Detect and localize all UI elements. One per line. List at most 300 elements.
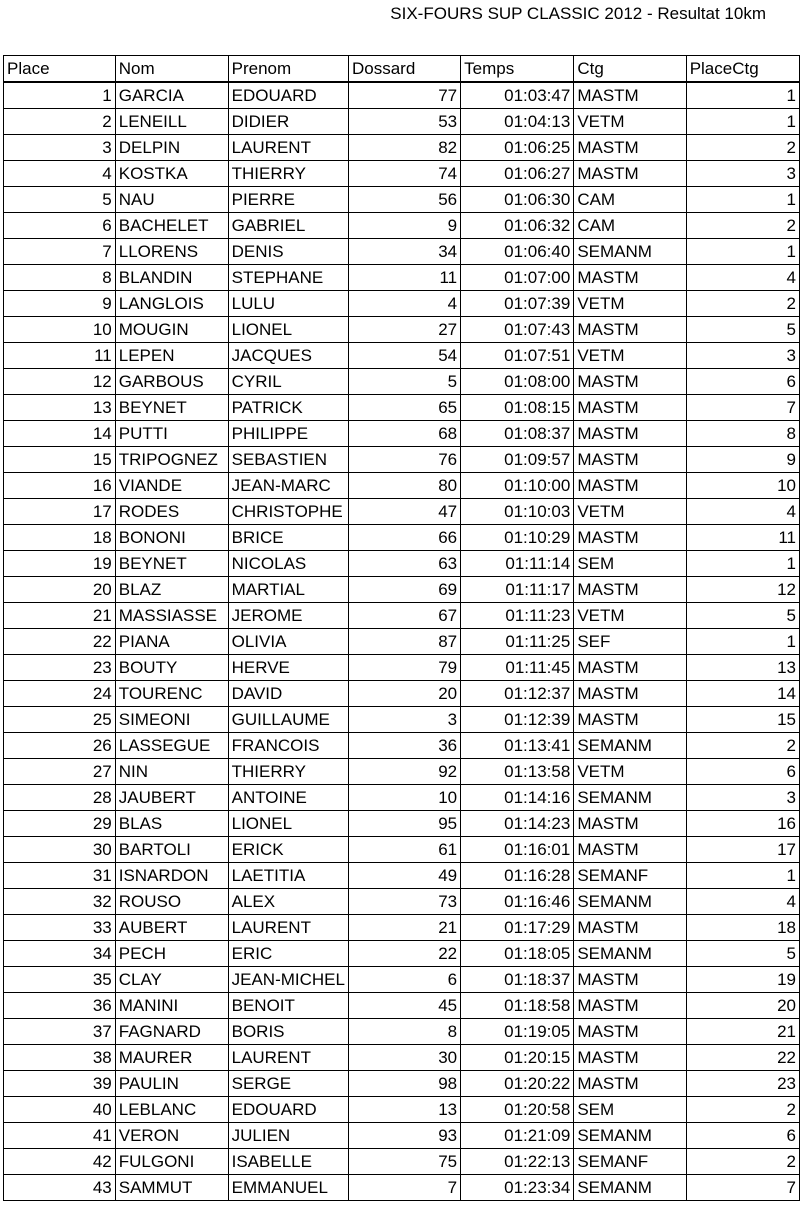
cell-col-prenom: FRANCOIS [228,733,348,759]
cell-col-nom: GARCIA [115,82,228,109]
cell-col-placectg: 6 [686,1123,799,1149]
cell-col-placectg: 5 [686,603,799,629]
cell-col-nom: SAMMUT [115,1175,228,1201]
cell-col-temps: 01:10:00 [461,473,574,499]
cell-col-placectg: 22 [686,1045,799,1071]
cell-col-dossard: 87 [348,629,460,655]
table-row [4,1123,800,1149]
cell-col-temps: 01:06:25 [461,135,574,161]
cell-col-nom: FULGONI [115,1149,228,1175]
cell-col-dossard: 80 [348,473,460,499]
cell-col-dossard: 98 [348,1071,460,1097]
cell-col-nom: RODES [115,499,228,525]
cell-col-temps: 01:11:14 [461,551,574,577]
table-row [4,525,800,551]
cell-col-prenom: ERIC [228,941,348,967]
cell-col-nom: BEYNET [115,551,228,577]
cell-col-dossard: 61 [348,837,460,863]
cell-col-placectg: 14 [686,681,799,707]
cell-col-prenom: JACQUES [228,343,348,369]
cell-col-prenom: THIERRY [228,759,348,785]
cell-col-nom: PIANA [115,629,228,655]
cell-col-dossard: 13 [348,1097,460,1123]
cell-col-dossard: 66 [348,525,460,551]
cell-col-ctg: SEM [574,1097,686,1123]
cell-col-place: 16 [4,473,116,499]
cell-col-nom: LANGLOIS [115,291,228,317]
cell-col-place: 23 [4,655,116,681]
cell-col-prenom: JEROME [228,603,348,629]
cell-col-temps: 01:07:39 [461,291,574,317]
cell-col-placectg: 1 [686,629,799,655]
cell-col-dossard: 27 [348,317,460,343]
table-row [4,967,800,993]
cell-col-placectg: 4 [686,265,799,291]
cell-col-ctg: VETM [574,499,686,525]
table-row [4,1097,800,1123]
cell-col-temps: 01:23:34 [461,1175,574,1201]
cell-col-placectg: 3 [686,343,799,369]
cell-col-temps: 01:18:58 [461,993,574,1019]
cell-col-place: 40 [4,1097,116,1123]
cell-col-ctg: VETM [574,759,686,785]
cell-col-temps: 01:03:47 [461,82,574,109]
cell-col-temps: 01:18:37 [461,967,574,993]
cell-col-temps: 01:13:41 [461,733,574,759]
cell-col-place: 20 [4,577,116,603]
cell-col-prenom: BRICE [228,525,348,551]
cell-col-ctg: MASTM [574,967,686,993]
table-row [4,551,800,577]
cell-col-prenom: LULU [228,291,348,317]
cell-col-placectg: 7 [686,395,799,421]
cell-col-dossard: 7 [348,1175,460,1201]
cell-col-ctg: SEMANM [574,1175,686,1201]
cell-col-temps: 01:12:39 [461,707,574,733]
cell-col-ctg: SEMANM [574,1123,686,1149]
cell-col-place: 36 [4,993,116,1019]
cell-col-nom: MOUGIN [115,317,228,343]
cell-col-dossard: 63 [348,551,460,577]
cell-col-place: 24 [4,681,116,707]
table-row [4,343,800,369]
cell-col-placectg: 12 [686,577,799,603]
cell-col-place: 7 [4,239,116,265]
cell-col-nom: LENEILL [115,109,228,135]
cell-col-nom: BLANDIN [115,265,228,291]
cell-col-dossard: 56 [348,187,460,213]
table-row [4,941,800,967]
cell-col-prenom: SEBASTIEN [228,447,348,473]
cell-col-prenom: LAETITIA [228,863,348,889]
cell-col-temps: 01:07:51 [461,343,574,369]
cell-col-prenom: JEAN-MARC [228,473,348,499]
table-row [4,1045,800,1071]
cell-col-placectg: 18 [686,915,799,941]
cell-col-ctg: MASTM [574,681,686,707]
cell-col-prenom: BORIS [228,1019,348,1045]
cell-col-place: 30 [4,837,116,863]
table-row [4,1149,800,1175]
cell-col-temps: 01:14:23 [461,811,574,837]
table-body [4,82,800,1201]
cell-col-nom: ROUSO [115,889,228,915]
cell-col-placectg: 11 [686,525,799,551]
cell-col-place: 5 [4,187,116,213]
cell-col-temps: 01:06:32 [461,213,574,239]
cell-col-nom: CLAY [115,967,228,993]
table-row [4,161,800,187]
table-row [4,187,800,213]
cell-col-nom: BONONI [115,525,228,551]
cell-col-temps: 01:04:13 [461,109,574,135]
cell-col-prenom: MARTIAL [228,577,348,603]
cell-col-prenom: THIERRY [228,161,348,187]
cell-col-nom: GARBOUS [115,369,228,395]
cell-col-dossard: 95 [348,811,460,837]
header-col-dossard: Dossard [348,56,460,83]
cell-col-place: 1 [4,82,116,109]
cell-col-prenom: GUILLAUME [228,707,348,733]
cell-col-place: 26 [4,733,116,759]
cell-col-ctg: SEMANF [574,1149,686,1175]
cell-col-nom: BEYNET [115,395,228,421]
cell-col-ctg: MASTM [574,811,686,837]
table-row [4,811,800,837]
cell-col-placectg: 1 [686,82,799,109]
cell-col-ctg: SEMANM [574,941,686,967]
cell-col-placectg: 8 [686,421,799,447]
cell-col-dossard: 65 [348,395,460,421]
cell-col-placectg: 1 [686,187,799,213]
cell-col-prenom: JEAN-MICHEL [228,967,348,993]
cell-col-nom: BLAZ [115,577,228,603]
table-row [4,239,800,265]
table-row [4,707,800,733]
cell-col-nom: MAURER [115,1045,228,1071]
cell-col-nom: MASSIASSE [115,603,228,629]
cell-col-nom: BARTOLI [115,837,228,863]
cell-col-prenom: LAURENT [228,915,348,941]
cell-col-nom: PAULIN [115,1071,228,1097]
cell-col-nom: VERON [115,1123,228,1149]
header-col-placectg: PlaceCtg [686,56,799,83]
results-table [3,55,800,1201]
cell-col-ctg: MASTM [574,421,686,447]
cell-col-placectg: 19 [686,967,799,993]
page-title: SIX-FOURS SUP CLASSIC 2012 - Resultat 10km [390,4,766,23]
cell-col-nom: NAU [115,187,228,213]
cell-col-dossard: 67 [348,603,460,629]
cell-col-place: 17 [4,499,116,525]
cell-col-dossard: 4 [348,291,460,317]
cell-col-dossard: 54 [348,343,460,369]
cell-col-place: 13 [4,395,116,421]
cell-col-ctg: VETM [574,109,686,135]
cell-col-placectg: 17 [686,837,799,863]
cell-col-ctg: MASTM [574,135,686,161]
cell-col-place: 35 [4,967,116,993]
cell-col-dossard: 76 [348,447,460,473]
cell-col-ctg: MASTM [574,265,686,291]
cell-col-temps: 01:08:37 [461,421,574,447]
cell-col-ctg: SEF [574,629,686,655]
cell-col-placectg: 10 [686,473,799,499]
table-row [4,473,800,499]
cell-col-placectg: 2 [686,135,799,161]
table-row [4,395,800,421]
cell-col-ctg: SEMANM [574,785,686,811]
cell-col-place: 15 [4,447,116,473]
table-row [4,629,800,655]
table-row [4,82,800,109]
cell-col-placectg: 1 [686,551,799,577]
cell-col-temps: 01:06:40 [461,239,574,265]
cell-col-ctg: SEMANM [574,889,686,915]
cell-col-temps: 01:17:29 [461,915,574,941]
cell-col-nom: LASSEGUE [115,733,228,759]
cell-col-prenom: JULIEN [228,1123,348,1149]
cell-col-dossard: 75 [348,1149,460,1175]
cell-col-prenom: PHILIPPE [228,421,348,447]
cell-col-place: 3 [4,135,116,161]
cell-col-ctg: MASTM [574,1019,686,1045]
cell-col-placectg: 2 [686,733,799,759]
cell-col-prenom: LAURENT [228,1045,348,1071]
cell-col-prenom: LIONEL [228,317,348,343]
table-row [4,369,800,395]
cell-col-place: 37 [4,1019,116,1045]
header-col-place: Place [4,56,116,83]
cell-col-dossard: 3 [348,707,460,733]
cell-col-nom: LEPEN [115,343,228,369]
table-row [4,785,800,811]
cell-col-placectg: 7 [686,1175,799,1201]
cell-col-nom: SIMEONI [115,707,228,733]
cell-col-prenom: GABRIEL [228,213,348,239]
cell-col-dossard: 68 [348,421,460,447]
cell-col-temps: 01:09:57 [461,447,574,473]
header-col-nom: Nom [115,56,228,83]
cell-col-ctg: VETM [574,603,686,629]
table-row [4,1019,800,1045]
cell-col-dossard: 6 [348,967,460,993]
cell-col-dossard: 79 [348,655,460,681]
cell-col-nom: BACHELET [115,213,228,239]
cell-col-place: 8 [4,265,116,291]
cell-col-temps: 01:11:45 [461,655,574,681]
header-col-prenom: Prenom [228,56,348,83]
cell-col-nom: BOUTY [115,655,228,681]
cell-col-nom: TRIPOGNEZ [115,447,228,473]
cell-col-nom: BLAS [115,811,228,837]
cell-col-ctg: SEMANM [574,733,686,759]
cell-col-dossard: 30 [348,1045,460,1071]
cell-col-temps: 01:13:58 [461,759,574,785]
cell-col-dossard: 49 [348,863,460,889]
table-row [4,889,800,915]
cell-col-prenom: LAURENT [228,135,348,161]
cell-col-place: 18 [4,525,116,551]
cell-col-prenom: EMMANUEL [228,1175,348,1201]
cell-col-nom: PUTTI [115,421,228,447]
cell-col-temps: 01:18:05 [461,941,574,967]
cell-col-dossard: 22 [348,941,460,967]
cell-col-placectg: 1 [686,863,799,889]
cell-col-nom: AUBERT [115,915,228,941]
table-row [4,291,800,317]
table-row [4,837,800,863]
cell-col-temps: 01:08:15 [461,395,574,421]
cell-col-nom: TOURENC [115,681,228,707]
cell-col-ctg: MASTM [574,161,686,187]
cell-col-nom: JAUBERT [115,785,228,811]
cell-col-temps: 01:06:27 [461,161,574,187]
cell-col-temps: 01:16:28 [461,863,574,889]
cell-col-dossard: 36 [348,733,460,759]
cell-col-temps: 01:21:09 [461,1123,574,1149]
cell-col-prenom: EDOUARD [228,1097,348,1123]
table-row [4,681,800,707]
table-row [4,1175,800,1201]
cell-col-dossard: 73 [348,889,460,915]
cell-col-ctg: CAM [574,187,686,213]
cell-col-placectg: 9 [686,447,799,473]
cell-col-prenom: ALEX [228,889,348,915]
table-row [4,1071,800,1097]
cell-col-placectg: 2 [686,291,799,317]
cell-col-prenom: EDOUARD [228,82,348,109]
cell-col-nom: NIN [115,759,228,785]
cell-col-placectg: 1 [686,239,799,265]
cell-col-dossard: 9 [348,213,460,239]
cell-col-place: 2 [4,109,116,135]
cell-col-temps: 01:16:46 [461,889,574,915]
table-row [4,317,800,343]
cell-col-prenom: STEPHANE [228,265,348,291]
cell-col-temps: 01:20:15 [461,1045,574,1071]
cell-col-place: 11 [4,343,116,369]
cell-col-nom: ISNARDON [115,863,228,889]
cell-col-place: 38 [4,1045,116,1071]
cell-col-placectg: 15 [686,707,799,733]
cell-col-prenom: OLIVIA [228,629,348,655]
cell-col-place: 33 [4,915,116,941]
cell-col-placectg: 2 [686,213,799,239]
cell-col-ctg: MASTM [574,993,686,1019]
cell-col-nom: DELPIN [115,135,228,161]
cell-col-ctg: MASTM [574,395,686,421]
cell-col-ctg: MASTM [574,82,686,109]
cell-col-placectg: 20 [686,993,799,1019]
cell-col-placectg: 13 [686,655,799,681]
cell-col-prenom: DAVID [228,681,348,707]
cell-col-dossard: 5 [348,369,460,395]
cell-col-placectg: 4 [686,499,799,525]
cell-col-temps: 01:11:25 [461,629,574,655]
cell-col-nom: KOSTKA [115,161,228,187]
cell-col-place: 22 [4,629,116,655]
cell-col-place: 14 [4,421,116,447]
cell-col-placectg: 4 [686,889,799,915]
cell-col-temps: 01:11:17 [461,577,574,603]
header-row [4,56,800,83]
table-row [4,447,800,473]
cell-col-placectg: 6 [686,369,799,395]
cell-col-temps: 01:19:05 [461,1019,574,1045]
table-row [4,135,800,161]
cell-col-nom: PECH [115,941,228,967]
cell-col-placectg: 16 [686,811,799,837]
cell-col-dossard: 45 [348,993,460,1019]
cell-col-ctg: CAM [574,213,686,239]
cell-col-prenom: HERVE [228,655,348,681]
cell-col-ctg: MASTM [574,369,686,395]
cell-col-temps: 01:20:58 [461,1097,574,1123]
table-row [4,655,800,681]
cell-col-dossard: 69 [348,577,460,603]
cell-col-temps: 01:08:00 [461,369,574,395]
cell-col-temps: 01:06:30 [461,187,574,213]
cell-col-place: 19 [4,551,116,577]
cell-col-place: 9 [4,291,116,317]
table-row [4,733,800,759]
cell-col-place: 21 [4,603,116,629]
cell-col-temps: 01:12:37 [461,681,574,707]
cell-col-prenom: CHRISTOPHE [228,499,348,525]
cell-col-prenom: ANTOINE [228,785,348,811]
cell-col-prenom: ISABELLE [228,1149,348,1175]
cell-col-placectg: 23 [686,1071,799,1097]
cell-col-ctg: SEM [574,551,686,577]
cell-col-placectg: 2 [686,1149,799,1175]
cell-col-place: 10 [4,317,116,343]
cell-col-prenom: NICOLAS [228,551,348,577]
cell-col-dossard: 53 [348,109,460,135]
header-col-temps: Temps [461,56,574,83]
cell-col-nom: MANINI [115,993,228,1019]
cell-col-dossard: 8 [348,1019,460,1045]
cell-col-dossard: 74 [348,161,460,187]
cell-col-ctg: MASTM [574,837,686,863]
cell-col-ctg: MASTM [574,915,686,941]
cell-col-place: 6 [4,213,116,239]
cell-col-ctg: MASTM [574,1045,686,1071]
cell-col-temps: 01:07:43 [461,317,574,343]
table-row [4,109,800,135]
cell-col-nom: LLORENS [115,239,228,265]
cell-col-temps: 01:10:29 [461,525,574,551]
header-col-ctg: Ctg [574,56,686,83]
cell-col-place: 34 [4,941,116,967]
cell-col-ctg: MASTM [574,447,686,473]
cell-col-temps: 01:07:00 [461,265,574,291]
cell-col-prenom: PIERRE [228,187,348,213]
cell-col-ctg: MASTM [574,655,686,681]
cell-col-placectg: 21 [686,1019,799,1045]
cell-col-placectg: 3 [686,161,799,187]
table-row [4,993,800,1019]
cell-col-dossard: 11 [348,265,460,291]
cell-col-ctg: VETM [574,343,686,369]
cell-col-place: 25 [4,707,116,733]
cell-col-placectg: 3 [686,785,799,811]
cell-col-ctg: MASTM [574,317,686,343]
cell-col-place: 29 [4,811,116,837]
cell-col-place: 27 [4,759,116,785]
cell-col-temps: 01:22:13 [461,1149,574,1175]
cell-col-ctg: VETM [574,291,686,317]
